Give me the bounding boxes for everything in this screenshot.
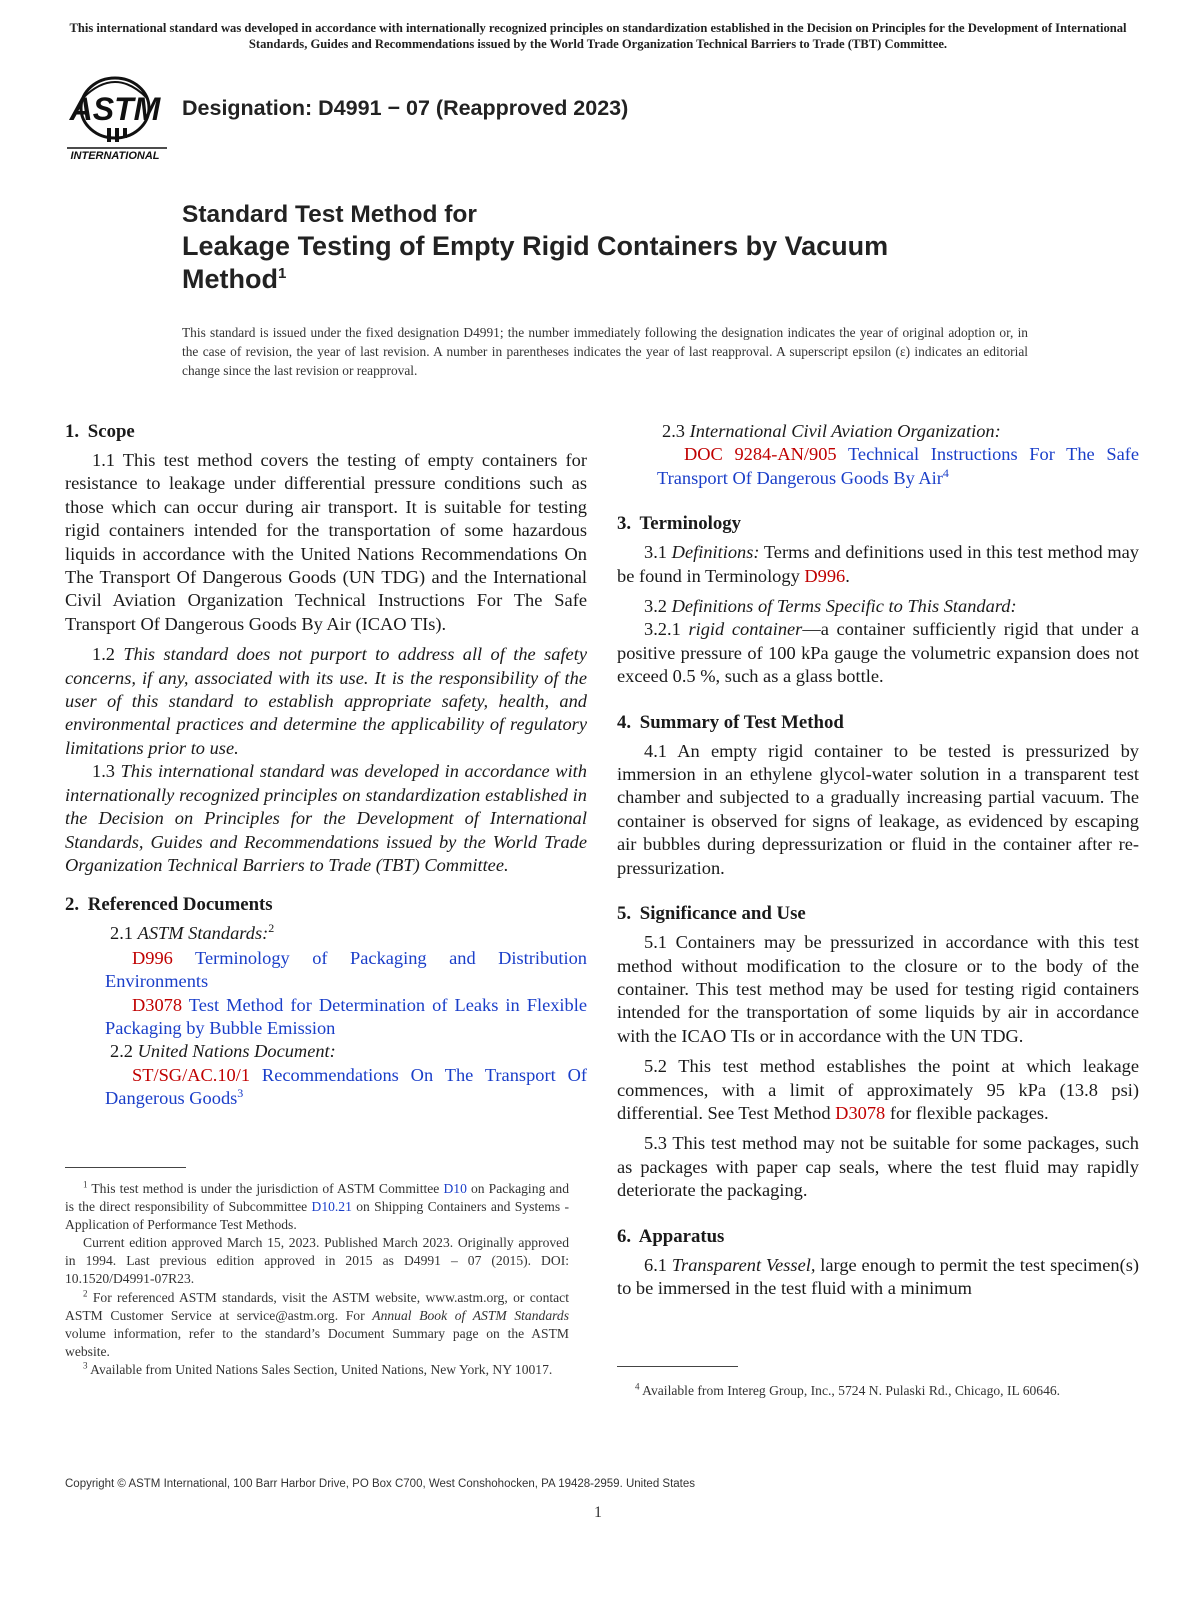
astm-logo-icon [63, 70, 173, 165]
footnote-1-edition: Current edition approved March 15, 2023. Published March 2023. Originally approved in 1994. Last previous edition approved in 2015 as D4991 – 07 (2015). DOI: 10.1520/D4991-07R23. [65, 1235, 569, 1287]
title-line-2: Leakage Testing of Empty Rigid Containers by Vacuum [182, 231, 889, 261]
paragraph-3-1: 3.1 Definitions: Terms and definitions used in this test method may be found in Terminology D996. [617, 542, 1139, 586]
footnote-3: $^3$ Available from United Nations Sales Section, United Nations, New York, NY 10017. [83, 1360, 553, 1377]
paragraph-1-3: 1.3 This international standard was developed in accordance with internationally recognized principles on standardization established in the Decision on Principles for the Development of International Standards, Guides and Recommendations issued by the World Trade Organization Technical Barriers to Trade (TBT) Committee. [65, 761, 587, 875]
footnotes-left [65, 1180, 569, 1379]
paragraph-5-3: 5.3 This test method may not be suitable for some packages, such as packages with paper cap seals, where the test fluid may rapidly deteriorate the packaging. [617, 1133, 1139, 1201]
paragraph-1-2: 1.2 This standard does not purport to address all of the safety concerns, if any, associated with its use. It is the responsibility of the user of this standard to establish appropriate safety, health, and environmental practices and determine the applicability of regulatory limitations prior to use. [65, 644, 587, 758]
footnote-2: $^2$ For referenced ASTM standards, visit the ASTM website, www.astm.org, or contact ASTM Customer Service at service@astm.org. For Annual Book of ASTM Standards volume information, refer to the standard’s Document Summary page on the ASTM website. [65, 1288, 569, 1359]
title-line-3: Method$^1$ [182, 264, 287, 294]
title-line-1: Standard Test Method for [182, 201, 477, 228]
logo-subtext: INTERNATIONAL [70, 150, 160, 162]
link-d3078[interactable]: D3078 [835, 1102, 886, 1123]
footnote-4: $^4$ Available from Intereg Group, Inc., 5724 N. Pulaski Rd., Chicago, IL 60646. [635, 1381, 1061, 1398]
section-heading-terminology: 3. Terminology [617, 513, 742, 535]
section-heading-referenced-documents: 2. Referenced Documents [65, 894, 273, 916]
footnote-mark-2[interactable]: 2 [268, 921, 275, 936]
link-d10[interactable]: D10 [443, 1181, 467, 1196]
section-heading-significance: 5. Significance and Use [617, 903, 806, 925]
reference-un-tdg[interactable]: ST/SG/AC.10/1 Recommendations On The Transport Of Dangerous Goods$^3$ [105, 1064, 587, 1109]
reference-d3078[interactable]: D3078 Test Method for Determination of Leaks in Flexible Packaging by Bubble Emission [105, 994, 588, 1038]
paragraph-3-2-1: 3.2.1 rigid container—a container sufficiently rigid that under a positive pressure of 100 kPa gauge the volumetric expansion does not exceed 0.5 %, such as a glass bottle. [617, 619, 1139, 687]
document-title [182, 200, 888, 296]
section-heading-scope: 1. Scope [65, 421, 135, 442]
paragraph-3-2: 3.2 Definitions of Terms Specific to This Standard: [644, 596, 1017, 617]
footnote-mark-4: 4 [942, 465, 949, 480]
footnote-mark-3: 3 [237, 1086, 244, 1101]
designation: Designation: D4991 − 07 (Reapproved 2023) [182, 96, 629, 120]
page-number: 1 [594, 1504, 602, 1521]
logo-text: ASTM [69, 91, 161, 127]
right-column [617, 420, 1139, 1300]
issue-note: This standard is issued under the fixed designation D4991; the number immediately following the designation indicates the year of original adoption or, in the case of revision, the year of last revision. A number in parentheses indicates the year of last reapproval. A superscript epsilon (ε) indicates an editorial change since the last revision or reapproval. [182, 325, 1028, 378]
link-d996[interactable]: D996 [804, 565, 846, 586]
paragraph-6-1: 6.1 Transparent Vessel, large enough to permit the test specimen(s) to be immersed in the test fluid with a minimum [617, 1254, 1139, 1298]
left-column [65, 420, 587, 1111]
link-d10-21[interactable]: D10.21 [311, 1199, 352, 1215]
paragraph-4-1: 4.1 An empty rigid container to be tested is pressurized by immersion in an ethylene glycol-water solution in a transparent test chamber and subjected to a gradually increasing partial vacuum. The container is observed for signs of leakage, as evidenced by escaping air bubbles during depressurization or fluid in the container after re-pressurization. [617, 740, 1139, 878]
paragraph-5-1: 5.1 Containers may be pressurized in accordance with this test method without modification to the closure or to the body of the container. This test method may be used for testing rigid containers intended for the transportation of some liquids by air in accordance with the ICAO TIs or in accordance with the UN TDG. [617, 932, 1139, 1046]
title-footnote-mark[interactable]: 1 [277, 265, 287, 282]
paragraph-2-2: 2.2 United Nations Document: [110, 1041, 336, 1062]
copyright-notice: Copyright © ASTM International, 100 Barr Harbor Drive, PO Box C700, West Conshohocken, PA 19428-2959. United States [65, 1478, 696, 1490]
reference-icao[interactable]: DOC 9284-AN/905 Technical Instructions For The Safe Transport Of Dangerous Goods By Air$^4$ [657, 444, 1140, 488]
footnote-separator-right [617, 1366, 738, 1367]
footnotes-right [617, 1382, 1139, 1400]
paragraph-5-2: 5.2 This test method establishes the point at which leakage commences, with a limit of approximately 95 kPa (13.8 psi) differential. See Test Method D3078 for flexible packages. [617, 1056, 1139, 1123]
top-notice: This international standard was developed in accordance with internationally recognized principles on standardization established in the Decision on Principles for the Development of International Standards, Guides and Recommendations issued by the World Trade Organization Technical Barriers to Trade (TBT) Committee. [69, 21, 1127, 51]
section-heading-summary: 4. Summary of Test Method [617, 711, 844, 733]
paragraph-2-1: 2.1 ASTM Standards:$^2$ [110, 921, 275, 944]
reference-d996[interactable]: D996 Terminology of Packaging and Distribution Environments [105, 947, 588, 992]
paragraph-2-3: 2.3 International Civil Aviation Organization: [662, 421, 1001, 441]
paragraph-1-1: 1.1 This test method covers the testing of empty containers for resistance to leakage under differential pressure conditions such as those which can occur during air transport. It is suitable for testing rigid containers intended for the transportation of some hazardous liquids in accordance with the United Nations Recommendations On The Transport Of Dangerous Goods (UN TDG) and the International Civil Aviation Organization Technical Instructions For The Safe Transport Of Dangerous Goods By Air (ICAO TIs). [65, 450, 587, 634]
footnote-separator-left [65, 1167, 186, 1168]
footnote-1: $^1$ This test method is under the jurisdiction of ASTM Committee D10 on Packaging and is the direct responsibility of Subcommittee D10.21 on Shipping Containers and Systems - Application of Performance Test Methods. [65, 1179, 570, 1233]
section-heading-apparatus: 6. Apparatus [617, 1225, 725, 1247]
